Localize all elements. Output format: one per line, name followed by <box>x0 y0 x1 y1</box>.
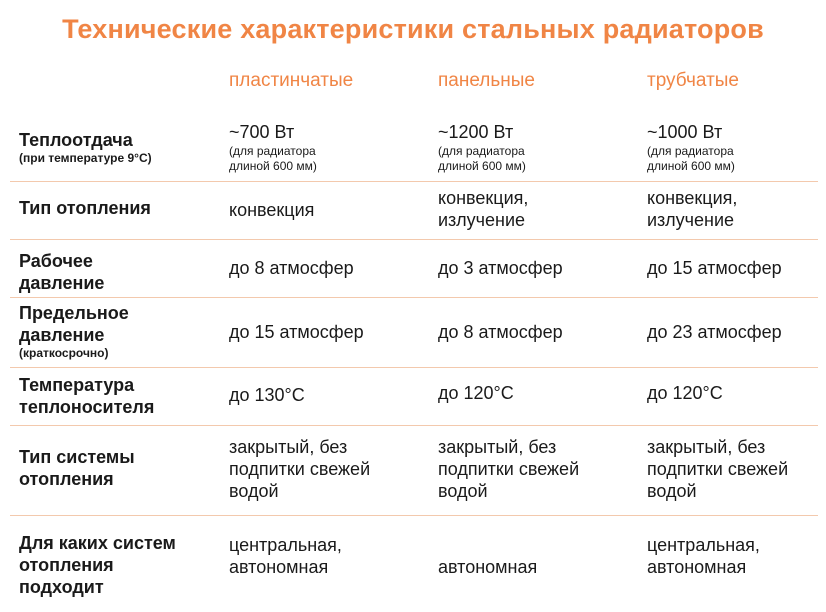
cell-note: (для радиатора длиной 600 мм) <box>229 144 317 173</box>
row-sublabel: (краткосрочно) <box>19 346 109 360</box>
row-divider <box>10 367 818 368</box>
cell-value: ~1200 Вт <box>438 122 514 142</box>
table-cell: до 3 атмосфер <box>438 258 563 278</box>
column-header-plate: пластинчатые <box>229 70 354 91</box>
row-label: Рабочее давление <box>19 251 105 293</box>
table-cell: конвекция <box>229 200 315 220</box>
row-sublabel: (при температуре 9°С) <box>19 151 152 165</box>
row-label: Тип отопления <box>19 198 151 218</box>
table-cell: до 120°С <box>647 383 723 403</box>
row-label: Для каких систем отопления подходит <box>19 533 176 597</box>
table-cell: закрытый, без подпитки свежей водой <box>229 437 371 501</box>
table-cell: закрытый, без подпитки свежей водой <box>647 437 789 501</box>
cell-note: (для радиатора длиной 600 мм) <box>438 144 526 173</box>
row-label-text: Предельное давление <box>19 303 129 345</box>
table-cell: до 15 атмосфер <box>229 322 364 342</box>
table-cell: конвекция, излучение <box>438 188 529 230</box>
table-cell <box>647 121 817 174</box>
row-label-text: Теплоотдача <box>19 130 133 150</box>
row-label <box>19 302 169 361</box>
cell-note: (для радиатора длиной 600 мм) <box>647 144 735 173</box>
table-cell: закрытый, без подпитки свежей водой <box>438 437 580 501</box>
cell-value: ~1000 Вт <box>647 122 723 142</box>
table-cell: конвекция, излучение <box>647 188 738 230</box>
table-cell <box>438 121 618 174</box>
table-cell: до 120°С <box>438 383 514 403</box>
column-header-panel: панельные <box>438 70 535 91</box>
column-header-tubular: трубчатые <box>647 70 739 91</box>
row-divider <box>10 425 818 426</box>
table-cell: до 130°С <box>229 385 305 405</box>
table-cell: автономная <box>438 557 538 577</box>
row-label <box>19 129 152 166</box>
row-label: Тип системы отопления <box>19 447 135 489</box>
row-divider <box>10 297 818 298</box>
row-divider <box>10 181 818 182</box>
table-cell <box>229 121 409 174</box>
cell-value: ~700 Вт <box>229 122 295 142</box>
row-divider <box>10 239 818 240</box>
row-divider <box>10 515 818 516</box>
table-cell: центральная, автономная <box>229 535 342 577</box>
table-cell: центральная, автономная <box>647 535 760 577</box>
table-cell: до 8 атмосфер <box>229 258 354 278</box>
page-title: Технические характеристики стальных радиаторов <box>62 14 764 44</box>
row-label: Температура теплоносителя <box>19 375 155 417</box>
table-cell: до 15 атмосфер <box>647 258 782 278</box>
table-cell: до 23 атмосфер <box>647 322 782 342</box>
table-cell: до 8 атмосфер <box>438 322 563 342</box>
